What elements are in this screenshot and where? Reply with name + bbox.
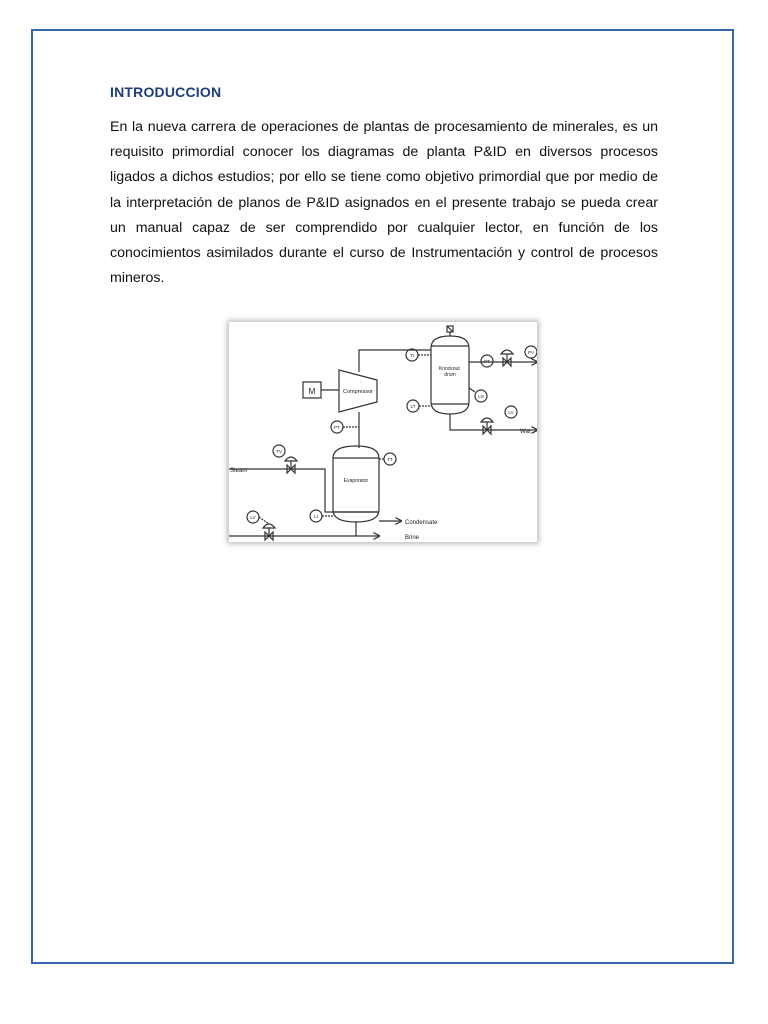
- tv-actuator-icon: [285, 457, 297, 461]
- lt-label: LT: [410, 404, 416, 409]
- motor-label: M: [308, 387, 316, 396]
- steam-line: [229, 469, 379, 512]
- condensate-stream-label: Condensate: [405, 520, 438, 526]
- lg-connection: [469, 388, 475, 392]
- knockout-drum-label-line1: Knockout: [438, 366, 460, 372]
- pid-diagram-figure: [229, 322, 537, 542]
- compressor-discharge-line: [359, 350, 431, 372]
- pt-left-label: PT: [334, 425, 340, 430]
- lv-bottom-actuator-icon: [263, 524, 275, 528]
- section-heading: INTRODUCCION: [110, 84, 222, 100]
- lv-top-actuator-icon: [481, 418, 493, 422]
- knockout-drum-label: [439, 366, 461, 378]
- intro-paragraph: En la nueva carrera de operaciones de plantas de procesamiento de minerales, es un requisito primordial conocer los diagramas de planta P&ID en diversos procesos ligados a dichos estudios; por ello se tiene como objetivo primordial que por medio de la interpretación de planos de P&ID asignados en el presente trabajo se pueda crear un manual capaz de ser comprendido por cualquier lector, en función de los conocimientos asimilados durante el curso de Instrumentación y control de procesos mineros.: [110, 119, 658, 287]
- li-label: LI: [314, 514, 318, 519]
- pid-diagram: [229, 322, 537, 542]
- knockout-drum-label-line2: drum: [444, 372, 456, 378]
- ti-label: TI: [410, 353, 414, 358]
- pv-actuator-icon: [501, 350, 513, 354]
- lv-bottom-label: LV: [250, 515, 256, 520]
- lv-top-label: LV: [508, 410, 514, 415]
- relief-valve-mark: [447, 326, 453, 332]
- tv-label: TV: [276, 449, 282, 454]
- lv-bottom-signal: [259, 517, 269, 524]
- water-stream-label: Wat: [520, 429, 531, 435]
- brine-stream-label: Brine: [405, 535, 420, 541]
- evaporator-label: Evaporator: [343, 478, 369, 484]
- tt-label: TT: [387, 457, 393, 462]
- compressor-label: Compressor: [343, 389, 373, 395]
- lg-label: LG: [477, 394, 485, 399]
- pt-top-label: PT: [484, 359, 490, 364]
- pv-label: PV: [527, 350, 535, 355]
- steam-stream-label: Steam: [230, 468, 248, 474]
